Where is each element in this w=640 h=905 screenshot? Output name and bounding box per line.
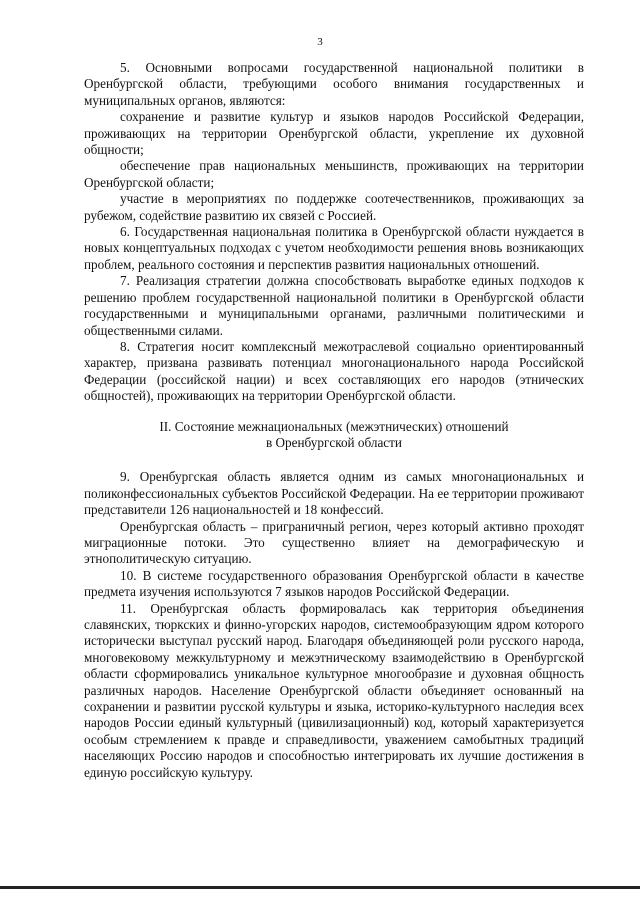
paragraph-8: 8. Стратегия носит комплексный межотраслевой социально ориентированный характер, призвана развивать потенциал многонационального народа Российской Федерации (российской нации) и всех составляющих его народов (этнических общностей), проживающих на территории Оренбургской области. [84, 338, 584, 404]
section-heading-line-1: II. Состояние межнациональных (межэтнических) отношений [159, 418, 509, 434]
paragraph-10: 10. В системе государственного образования Оренбургской области в качестве предмета изучения используются 7 языков народов Российской Федерации. [84, 567, 584, 600]
document-body [84, 60, 584, 781]
paragraph-5-item-3: участие в мероприятиях по поддержке соотечественников, проживающих за рубежом, содействие развитию их связей с Россией. [84, 191, 584, 223]
paragraph-7: 7. Реализация стратегии должна способствовать выработке единых подходов к решению проблем государственной национальной политики в Оренбургской области государственными и муниципальными органами, различными политическими и общественными силами. [84, 273, 584, 338]
bottom-scan-edge [0, 886, 640, 889]
paragraph-11: 11. Оренбургская область формировалась как территория объединения славянских, тюркских и финно-угорских народов, системообразующим ядром которого исторически выступал русский народ. Благодаря объединяющей роли русского народа, многовековому межкультурному и межэтническому взаимодействию в Оренбургской области сформировались уникальное культурное многообразие и духовная общность различных народов. Население Оренбургской области объединяет основанный на сохранении и развитии русской культуры и языка, историко-культурного наследия всех народов России единый культурный (цивилизационный) код, который характеризуется особым стремлением к правде и справедливости, уважением самобытных традиций населяющих Россию народов и способностью интегрировать их лучшие достижения в единую российскую культуру. [84, 600, 584, 780]
page-number: 3 [317, 36, 323, 48]
paragraph-5-item-2: обеспечение прав национальных меньшинств, проживающих на территории Оренбургской области; [84, 158, 584, 190]
section-heading-line-2: в Оренбургской области [266, 434, 402, 450]
paragraph-9: 9. Оренбургская область является одним из самых многонациональных и поликонфессиональных субъектов Российской Федерации. На ее территории проживают представители 126 национальностей и 18 конфессий. [84, 469, 584, 518]
paragraph-5: 5. Основными вопросами государственной национальной политики в Оренбургской области, требующими особого внимания государственных и муниципальных органов, являются: [84, 60, 584, 108]
paragraph-6: 6. Государственная национальная политика в Оренбургской области нуждается в новых концептуальных подходах с учетом необходимости решения вновь возникающих проблем, реального состояния и перспектив развития национальных отношений. [84, 224, 584, 272]
section-heading [84, 419, 584, 452]
paragraph-9-continuation: Оренбургская область – приграничный регион, через который активно проходят миграционные потоки. Это существенно влияет на демографическую и этнополитическую ситуацию. [84, 518, 584, 567]
paragraph-5-item-1: сохранение и развитие культур и языков народов Российской Федерации, проживающих на территории Оренбургской области, укрепление их духовной общности; [84, 109, 584, 158]
